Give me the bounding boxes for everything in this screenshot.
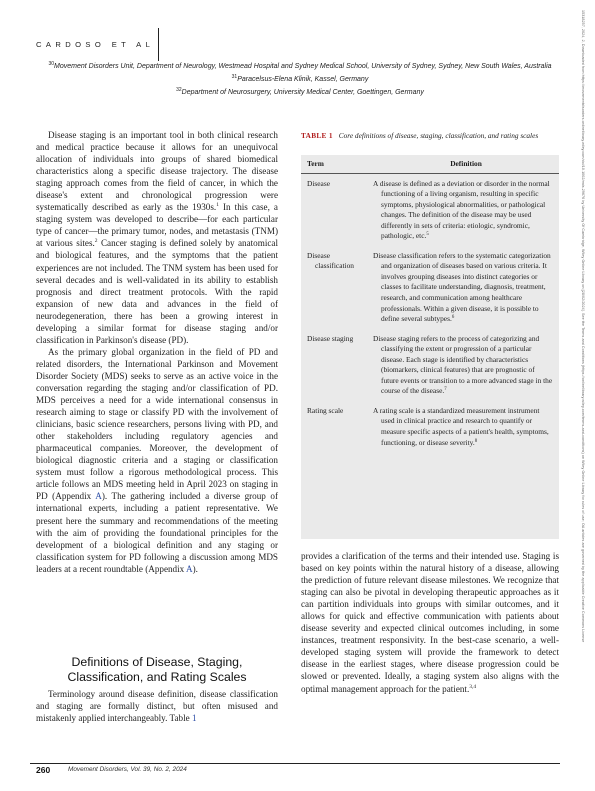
term-text: Disease <box>307 178 330 188</box>
citation-ref[interactable]: 2 <box>94 238 98 245</box>
citation-ref[interactable]: 1 <box>216 202 219 209</box>
footer-rule <box>30 763 560 764</box>
definition-cell <box>367 173 559 246</box>
text-run: Terminology around disease definition, disease classification and staging are formally distinct, but often misused and mistakenly applied interchangeably. Table <box>36 689 278 724</box>
affiliation-text: Paracelsus-Elena Klinik, Kassel, Germany <box>237 76 369 84</box>
table-caption-text: Core definitions of disease, staging, classification, and rating scales <box>338 131 539 140</box>
column-header-term: Term <box>301 155 367 173</box>
table-row <box>301 329 559 401</box>
left-column <box>36 129 278 575</box>
text-run: In this case, a staging system was developed to describe—for each particular type of cancer—the primary tumor, nodes, and metastasis (TNM) at various sites. <box>36 202 278 249</box>
definition-text: A rating scale is a standardized measurement instrument used in clinical practice and research to quantify or measure specific aspects of a patient's health, symptoms, functioning, or disease severity. <box>373 405 549 447</box>
table-row <box>301 246 559 329</box>
citation-ref[interactable]: 5 <box>426 232 429 238</box>
term-cell <box>301 401 367 452</box>
affiliation-text: Movement Disorders Unit, Department of Neurology, Westmead Hospital and Sydney Medical School, University of Sydney, Sydney, New South Wales, Australia <box>54 63 552 70</box>
text-run: provides a clarification of the terms and their intended use. Staging is based on key points within the natural history of a disease, allowing the prediction of future relevant disease milestones. We recognize that staging can also be pivotal in developing therapeutic approaches as it can partition individuals into groups with similar outcomes, and it allows for quick and effective communication with patients about disease severity and expected clinical outcomes including, in some instances, treatment responsivity. In the best-case scenario, a well-developed staging system will provide the framework to detect disease in the earliest stages, where disease progression could be slowed or prevented. Ideally, a staging system also aligns with the optimal management approach for the patient. <box>301 551 559 694</box>
paragraph-staging-intro <box>36 129 278 346</box>
term-cell <box>301 329 367 401</box>
left-column-lower <box>36 688 278 724</box>
definitions-table <box>301 155 559 539</box>
affiliation-31 <box>40 72 560 85</box>
term-text-continued: classification <box>315 261 354 271</box>
citation-ref[interactable]: 8 <box>474 438 478 444</box>
text-run: ). <box>192 563 198 574</box>
right-column <box>301 550 559 695</box>
definition-text: Disease staging refers to the process of categorizing and classifying the extent or progression of a particular disease. Each stage is identified by characteristics (biomarkers, clinical features) that are prognostic of future events or transition to a more advanced stage in the course of the disease. <box>373 333 553 396</box>
paragraph-terminology <box>36 688 278 724</box>
term-text: Rating scale <box>307 405 344 415</box>
definition-cell <box>367 401 559 452</box>
citation-ref[interactable]: 3,4 <box>469 683 477 690</box>
running-head: CARDOSO ET AL <box>36 40 155 49</box>
definition-cell <box>367 329 559 401</box>
term-text: Disease <box>307 250 330 260</box>
table-row <box>301 173 559 246</box>
text-run: Cancer staging is defined solely by anatomical and biological features, and the symptoms that the patient experiences are not included. The TNM system has been used for several decades and is well-validated in its ability to establish prognosis and direct treatment protocols. With the rapid expansion of new data and advances in the field of neurodegeneration, there has been a growing interest in developing a similar format for disease staging and/or classification in Parkinson's disease (PD). <box>36 238 278 345</box>
affiliation-number: 30 <box>48 61 55 67</box>
definition-text: Disease classification refers to the systematic categorization and organization of diseases based on various criteria. It involves grouping diseases into distinct categories or classes to facilitate understanding, diagnosis, treatment, research, and communication among healthcare professionals. Within a given disease, it is possible to define several subtypes. <box>373 250 551 324</box>
journal-citation: Movement Disorders, Vol. 39, No. 2, 2024 <box>68 766 187 773</box>
appendix-link[interactable]: A <box>186 563 193 574</box>
affiliation-32 <box>40 85 560 98</box>
column-header-definition: Definition <box>367 155 559 173</box>
header-divider <box>158 28 159 61</box>
term-cell <box>301 246 367 329</box>
term-text: Disease staging <box>307 333 354 343</box>
download-notice-text: 15318257, 2024, 2, Downloaded from https://movementdisorders.onlinelibrary.wiley.com/doi/10.1002/mds.29676 by University Of Cambridge, Wiley Online Library on [28/02/2024]. See the Terms and Conditions (https://onlinelibrary.wiley.com/terms-and-conditions) on Wiley Online Library for rules of use; OA articles are governed by the applicable Creative Commons License <box>581 10 585 643</box>
term-cell <box>301 173 367 246</box>
text-run: Disease staging is an important tool in both clinical research and medical practice because it allows for an unequivocal allocation of individuals into groups of shared biomedical characteristics along a specific disease trajectory. The disease staging approach comes from the field of cancer, in which the disease's extent and chronological progression were systematically described as early as the 1930s. <box>36 130 278 213</box>
affiliation-number: 31 <box>231 74 238 81</box>
definition-text: A disease is defined as a deviation or disorder in the normal functioning of a living organism, resulting in specific symptoms, physiological abnormalities, or pathological changes. The definition of the disease may be used differently in sets of criteria: etiologic, syndromic, pathologic, etc. <box>373 178 550 241</box>
table-header-row <box>301 155 559 173</box>
page-number: 260 <box>36 765 51 775</box>
table-row <box>301 401 559 452</box>
citation-ref[interactable]: 7 <box>444 387 447 393</box>
definition-cell <box>367 246 559 329</box>
affiliation-text: Department of Neurosurgery, University Medical Center, Goettingen, Germany <box>181 89 424 97</box>
text-run: As the primary global organization in the field of PD and related disorders, the International Parkinson and Movement Disorder Society (MDS) seeks to serve as an active voice in the conversation regarding the staging and/or classification of PD. MDS perceives a need for a wide international consensus in research aiming to stage or classify PD with the involvement of clinicians, basic science researchers, persons living with PD, and other stakeholders including regulatory agencies and pharmaceutical companies. Moreover, the development of biological diagnostic criteria and a staging or classification system must follow a rigorous methodological process. This article follows an MDS meeting held in April 2023 on staging in PD (Appendix <box>36 346 278 502</box>
affiliation-30 <box>40 59 560 72</box>
affiliations <box>40 59 560 99</box>
paragraph-mds-role <box>36 346 278 575</box>
appendix-link[interactable]: A <box>95 491 102 502</box>
download-notice-strip <box>579 10 587 780</box>
citation-ref[interactable]: 6 <box>451 315 455 321</box>
paragraph-staging-purpose <box>301 550 559 695</box>
section-heading: Definitions of Disease, Staging, Classification, and Rating Scales <box>67 655 247 684</box>
table-link[interactable]: 1 <box>191 713 197 724</box>
table-label: TABLE 1 <box>301 131 333 140</box>
text-run: ). The gathering included a diverse group of international experts, including a patient representative. We present here the summary and recommendations of the meeting with the aim of providing the foundational principles for the development of a biological definition and any staging or classification system for PD following a discussion among MDS leaders at a recent roundtable (Appendix <box>36 491 278 574</box>
affiliation-number: 32 <box>176 87 182 94</box>
table-caption <box>301 131 559 141</box>
